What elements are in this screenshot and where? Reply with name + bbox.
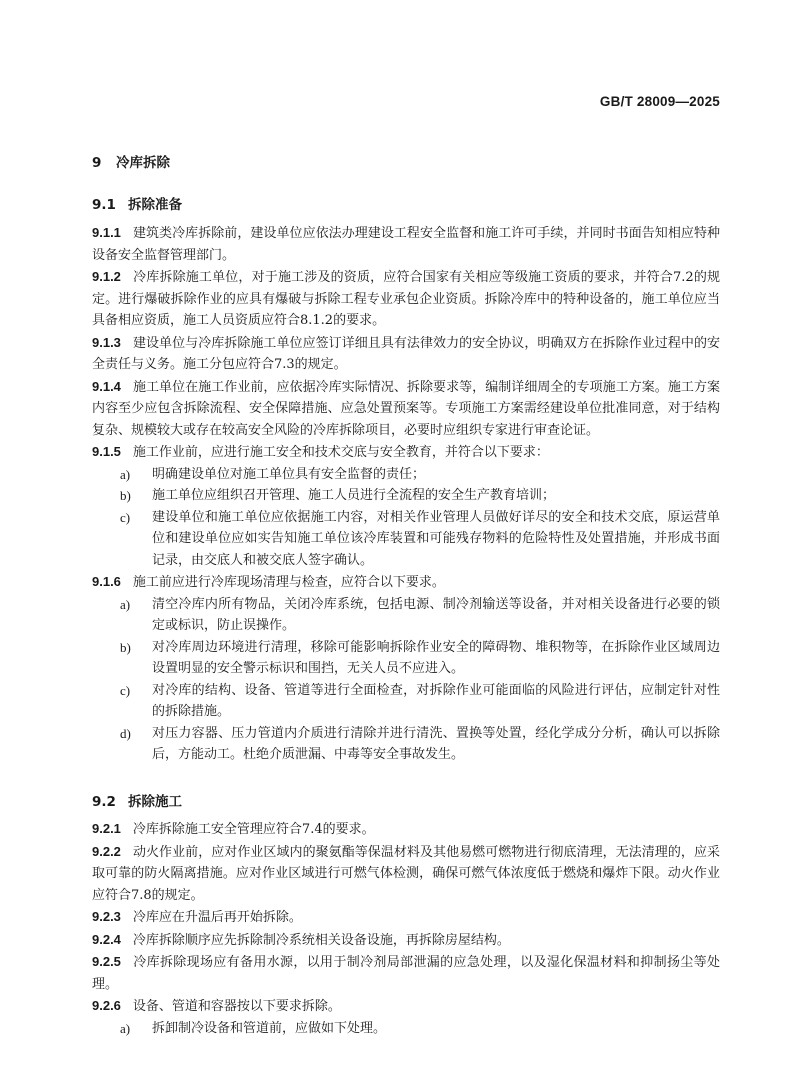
- clause-text: 动火作业前，应对作业区域内的聚氨酯等保温材料及其他易燃可燃物进行彻底清理，无法清理的，应采取可靠的防火隔离措施。应对作业区域进行可燃气体检测，确保可燃气体浓度低于燃烧和爆炸下限。动火作业应符合7.8的规定。: [92, 844, 720, 903]
- list-item: [92, 507, 720, 572]
- clause-text: 冷库拆除施工单位，对于施工涉及的资质，应符合国家有关相应等级施工资质的要求，并符合7.2的规定。进行爆破拆除作业的应具有爆破与拆除工程专业承包企业资质。拆除冷库中的特种设备的，施工单位应当具备相应资质，施工人员资质应符合8.1.2的要求。: [92, 270, 720, 328]
- clause-number: 9.1.2: [92, 269, 121, 284]
- section-9-2-body: [92, 818, 720, 1039]
- clause-9-2-4: [92, 929, 720, 952]
- clause-text: 冷库拆除现场应有备用水源，以用于制冷剂局部泄漏的应急处理，以及湿化保温材料和抑制扬尘等处理。: [92, 955, 720, 992]
- clause-number: 9.2.6: [92, 998, 121, 1013]
- list-item-label: a): [120, 466, 131, 482]
- list-item-label: a): [120, 1020, 131, 1036]
- list-item: [92, 680, 720, 723]
- list-item-label: a): [120, 596, 131, 612]
- list-item: [92, 1018, 720, 1040]
- section-number: 9.1: [92, 197, 116, 213]
- clause-number: 9.2.5: [92, 954, 121, 969]
- list-item-text: 对冷库周边环境进行清理，移除可能影响拆除作业安全的障碍物、堆积物等，在拆除作业区域周边设置明显的安全警示标识和围挡，无关人员不应进入。: [152, 639, 720, 676]
- chapter-number: 9: [92, 155, 102, 171]
- list-item-text: 拆卸制冷设备和管道前，应做如下处理。: [152, 1020, 387, 1036]
- list-item: [92, 594, 720, 637]
- clause-text: 冷库应在升温后再开始拆除。: [132, 910, 302, 925]
- clause-number: 9.1.5: [92, 444, 121, 459]
- list-item: [92, 723, 720, 766]
- section-title: 拆除准备: [128, 197, 182, 213]
- clause-number: 9.2.4: [92, 931, 121, 947]
- clause-number: 9.1.4: [92, 378, 121, 394]
- standard-code: GB/T 28009—2025: [599, 94, 720, 109]
- clause-9-2-1: [92, 818, 720, 841]
- clause-9-1-6: [92, 571, 720, 594]
- list-item-text: 对冷库的结构、设备、管道等进行全面检查，对拆除作业可能面临的风险进行评估，应制定针对性的拆除措施。: [152, 682, 720, 719]
- section-title: 拆除施工: [128, 794, 182, 810]
- clause-text: 建筑类冷库拆除前，建设单位应依法办理建设工程安全监督和施工许可手续，并同时书面告知相应特种设备安全监督管理部门。: [92, 226, 720, 263]
- clause-9-2-5: [92, 951, 720, 995]
- clause-number: 9.2.1: [92, 821, 121, 836]
- section-heading-9-2: [92, 790, 182, 810]
- clause-number: 9.2.2: [92, 843, 121, 859]
- clause-9-1-4: [92, 376, 720, 442]
- clause-9-1-5: [92, 441, 720, 464]
- section-9-1-body: [92, 222, 720, 766]
- list-item-label: b): [120, 488, 131, 503]
- list-item: [92, 485, 720, 507]
- chapter-heading: [92, 151, 170, 171]
- list-item-text: 建设单位和施工单位应依据施工内容，对相关作业管理人员做好详尽的安全和技术交底，原运营单位和建设单位应如实告知施工单位该冷库装置和可能残存物料的危险特性及处置措施，并形成书面记录，由交底人和被交底人签字确认。: [152, 509, 720, 568]
- list-item-label: d): [120, 725, 131, 741]
- clause-text: 冷库拆除顺序应先拆除制冷系统相关设备设施，再拆除房屋结构。: [132, 932, 510, 948]
- clause-number: 9.2.3: [92, 909, 121, 924]
- list-item: [92, 637, 720, 680]
- clause-text: 施工前应进行冷库现场清理与检查，应符合以下要求。: [132, 575, 445, 590]
- list-item-text: 对压力容器、压力管道内介质进行清除并进行清洗、置换等处置，经化学成分分析，确认可以拆除后，方能动工。杜绝介质泄漏、中毒等安全事故发生。: [152, 725, 720, 762]
- section-number: 9.2: [92, 794, 116, 810]
- section-heading-9-1: [92, 193, 182, 213]
- list-item-text: 清空冷库内所有物品，关闭冷库系统，包括电源、制冷剂输送等设备，并对相关设备进行必要的锁定或标识，防止误操作。: [152, 596, 720, 633]
- clause-9-1-2: [92, 266, 720, 332]
- clause-text: 施工作业前，应进行施工安全和技术交底与安全教育，并符合以下要求：: [132, 445, 549, 460]
- clause-number: 9.1.6: [92, 574, 121, 589]
- list-item-text: 施工单位应组织召开管理、施工人员进行全流程的安全生产教育培训；: [152, 488, 556, 503]
- clause-text: 建设单位与冷库拆除施工单位应签订详细且具有法律效力的安全协议，明确双方在拆除作业过程中的安全责任与义务。施工分包应符合7.3的规定。: [92, 335, 720, 372]
- clause-text: 冷库拆除施工安全管理应符合7.4的要求。: [132, 822, 375, 837]
- clause-text: 施工单位在施工作业前，应依据冷库实际情况、拆除要求等，编制详细周全的专项施工方案。施工方案内容至少应包含拆除流程、安全保障措施、应急处置预案等。专项施工方案需经建设单位批准同意，对于结构复杂、规模较大或存在较高安全风险的冷库拆除项目，必要时应组织专家进行审查论证。: [92, 379, 720, 438]
- list-item-text: 明确建设单位对施工单位具有安全监督的责任；: [152, 466, 426, 482]
- chapter-title: 冷库拆除: [116, 155, 170, 171]
- list-item-label: b): [120, 639, 131, 655]
- clause-9-2-6: [92, 995, 720, 1018]
- list-item: [92, 464, 720, 486]
- clause-number: 9.1.3: [92, 334, 121, 350]
- clause-9-2-2: [92, 841, 720, 907]
- list-item-label: c): [120, 509, 131, 525]
- list-item-label: c): [120, 682, 131, 698]
- clause-text: 设备、管道和容器按以下要求拆除。: [132, 999, 341, 1014]
- clause-number: 9.1.1: [92, 225, 121, 240]
- clause-9-2-3: [92, 906, 720, 929]
- clause-9-1-1: [92, 222, 720, 266]
- clause-9-1-3: [92, 332, 720, 376]
